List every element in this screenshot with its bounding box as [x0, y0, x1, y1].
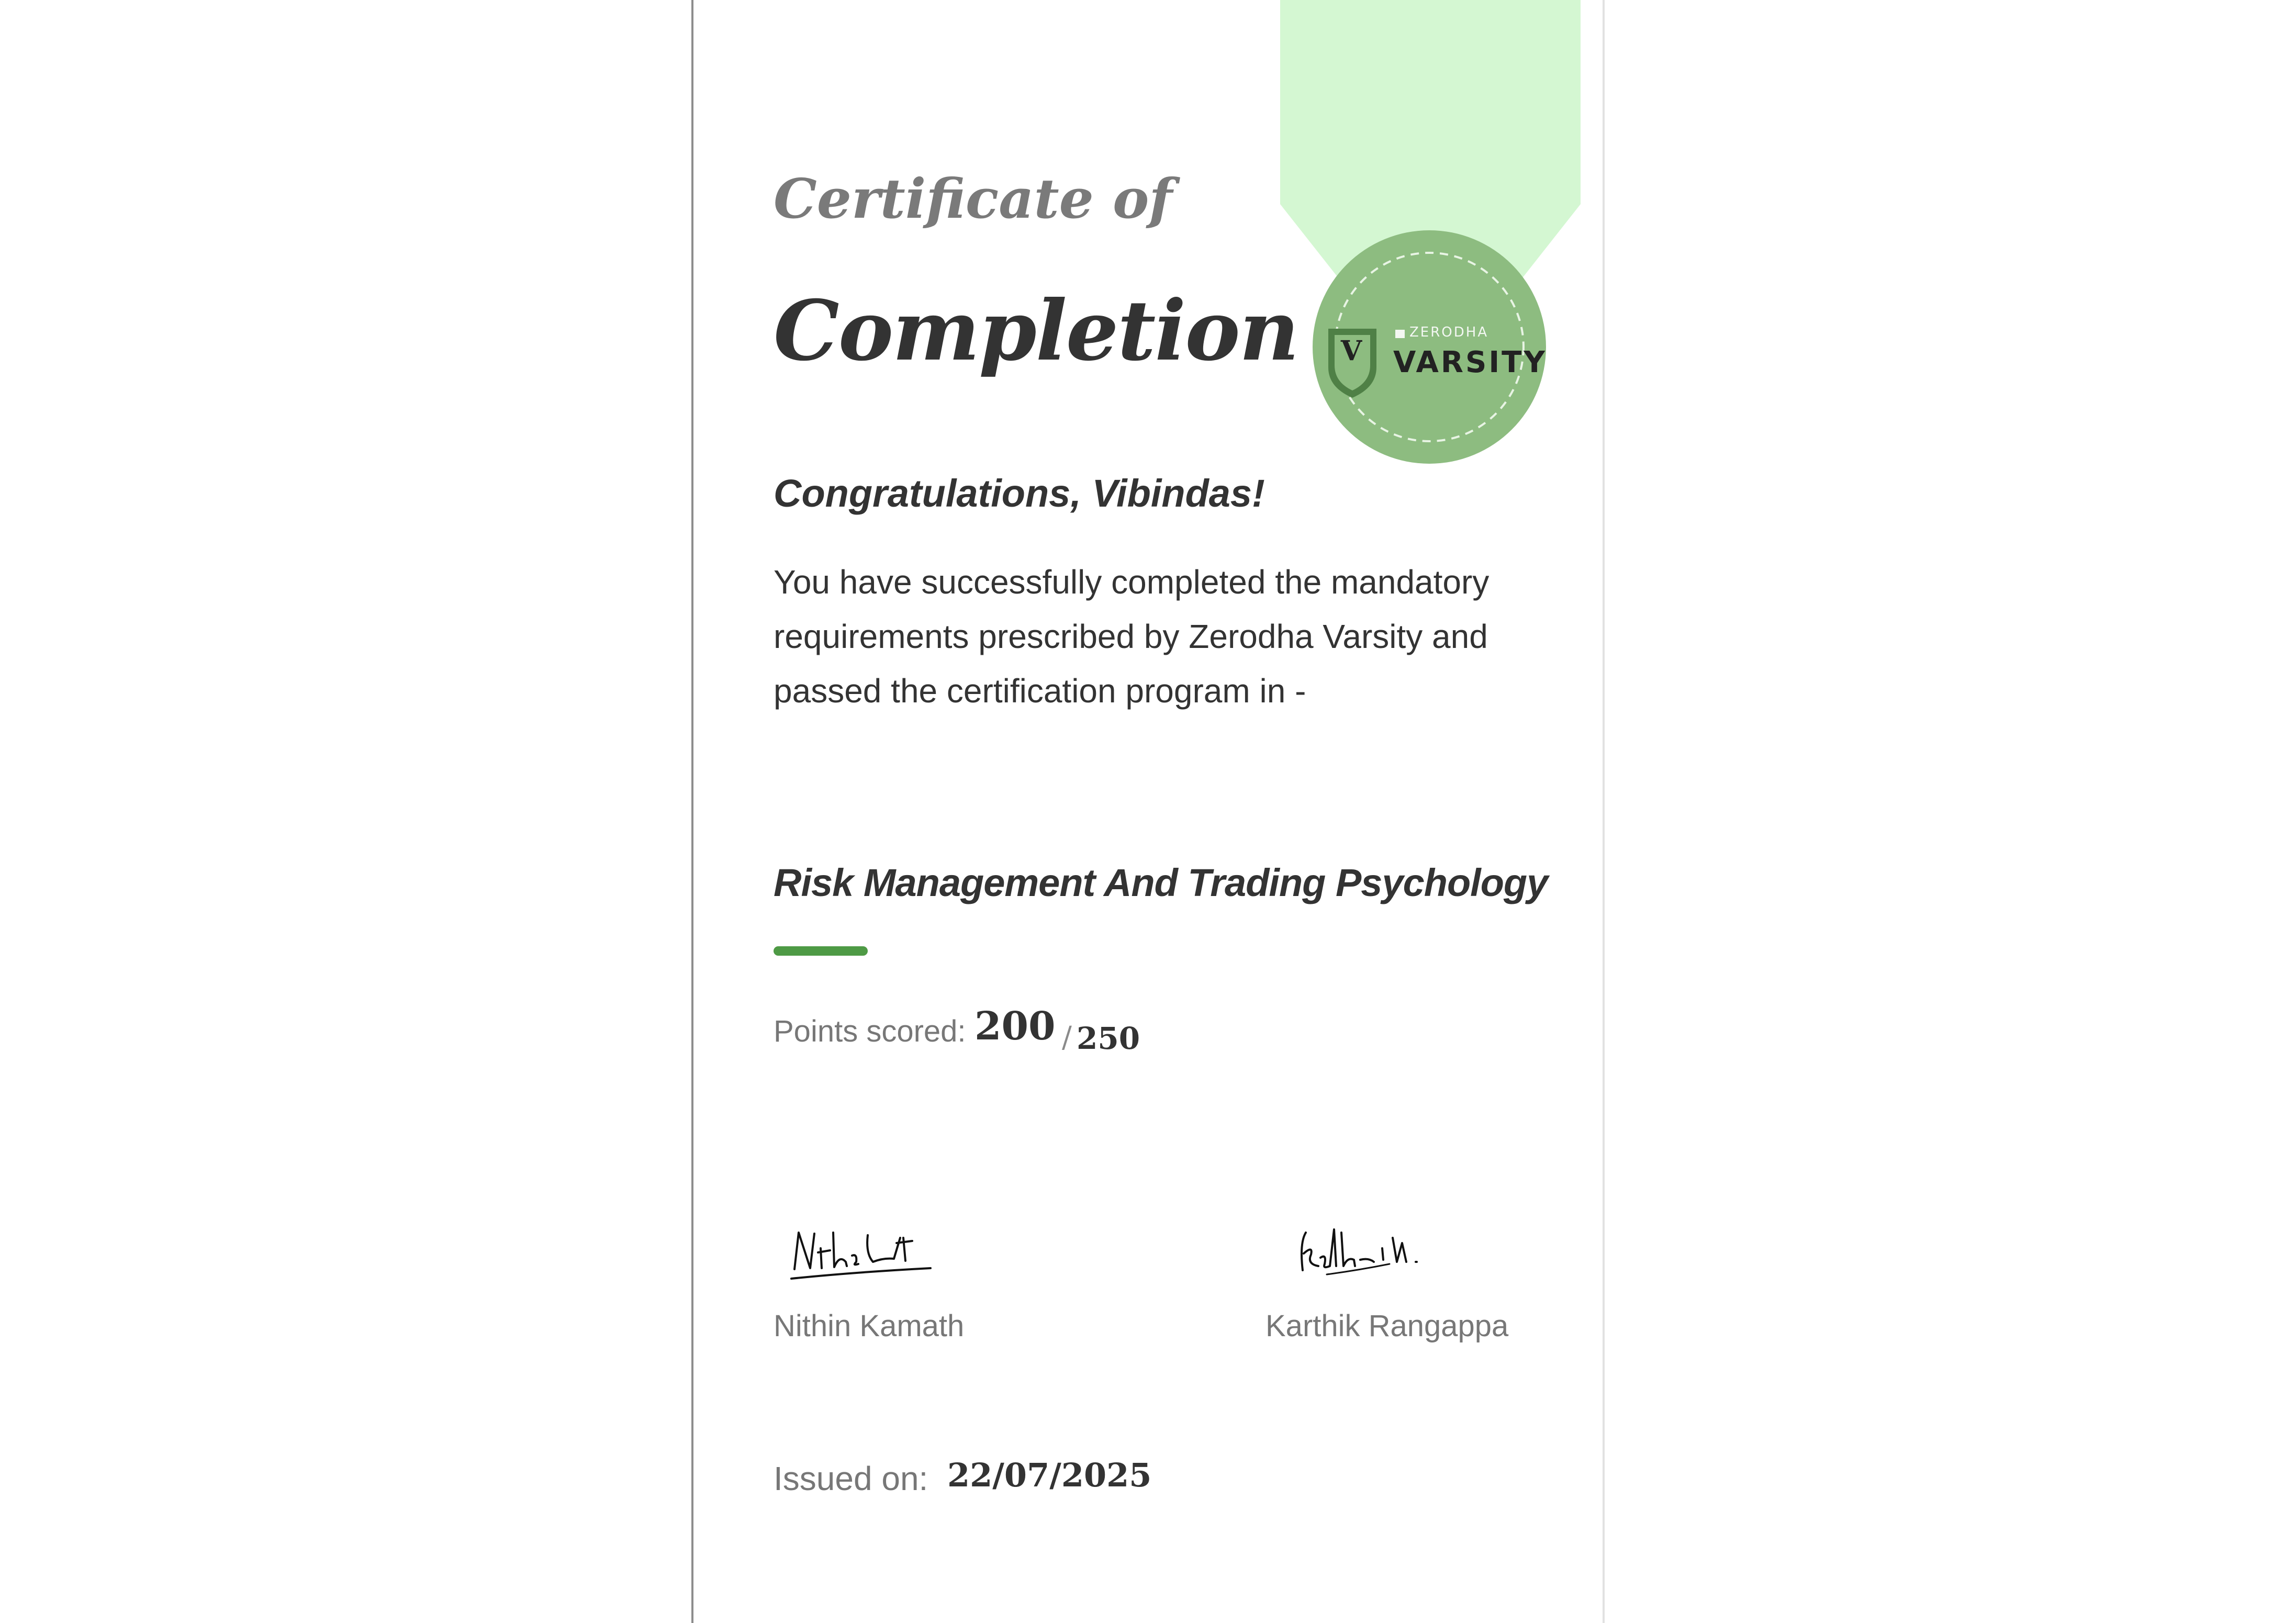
badge-brand-small: ZERODHA — [1409, 324, 1489, 340]
points-total: 250 — [1077, 1021, 1140, 1056]
page-border-right — [1603, 0, 1605, 1623]
points-label: Points scored: — [774, 1014, 966, 1048]
shield-icon: V — [1340, 335, 1362, 367]
signature-karthik-rangappa — [1290, 1212, 1447, 1285]
points-scored: 200 — [975, 1004, 1056, 1049]
certificate-title-line1: Certificate of — [774, 166, 1173, 231]
certificate-title-line2: Completion — [774, 283, 1298, 379]
signer-name: Nithin Kamath — [774, 1309, 965, 1343]
course-name: Risk Management And Trading Psychology — [774, 861, 1548, 904]
issued-date: 22/07/2025 — [947, 1456, 1152, 1494]
page-border-left — [691, 0, 693, 1623]
signature-nithin-kamath — [789, 1212, 946, 1285]
certificate-body-text: You have successfully completed the mandatory requirements prescribed by Zerodha Varsity and passed the certification program in - — [774, 563, 1489, 710]
points-separator: / — [1062, 1021, 1072, 1055]
badge-brand-big: VARSITY — [1393, 345, 1547, 379]
accent-divider — [774, 946, 868, 956]
congratulations-heading: Congratulations, Vibindas! — [774, 472, 1265, 515]
signer-name: Karthik Rangappa — [1265, 1309, 1509, 1343]
issued-label: Issued on: — [774, 1460, 928, 1497]
